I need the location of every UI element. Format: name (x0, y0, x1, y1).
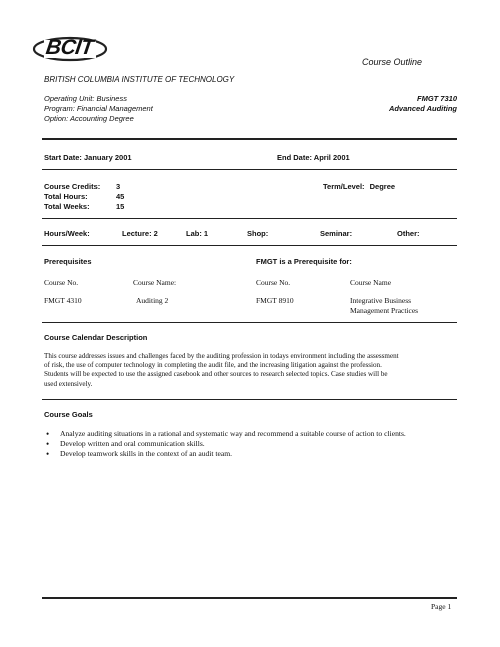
bcit-logo (30, 28, 110, 68)
prereqfor-row-course-no: FMGT 8910 (256, 296, 294, 305)
hours-week-label: Hours/Week: (44, 229, 90, 238)
goal-item: • Analyze auditing situations in a rational and systematic way and recommend a suitable course of action to clients. (44, 429, 464, 439)
logo-text: BCIT (44, 36, 95, 59)
prereqfor-col-course-name: Course Name (350, 278, 392, 287)
option: Option: Accounting Degree (44, 114, 134, 123)
prereq-row-course-name: Auditing 2 (136, 296, 169, 305)
lecture-hours: Lecture: 2 (122, 229, 158, 238)
goal-item: • Develop teamwork skills in the context of an audit team. (44, 449, 464, 459)
credits-value: 3 (116, 182, 121, 191)
shop-hours: Shop: (247, 229, 269, 238)
prereqfor-col-course-no: Course No. (256, 278, 291, 287)
calendar-line-2: of risk, the use of computer technology in completing the audit file, and the increasing litigation against the profession. (44, 361, 382, 370)
prereq-col-course-no: Course No. (44, 278, 79, 287)
divider (42, 245, 457, 246)
footer-divider (42, 597, 457, 599)
course-code: FMGT 7310 (416, 94, 457, 103)
prereqfor-row-course-name (350, 296, 418, 316)
start-date: Start Date: January 2001 (44, 153, 132, 162)
credits-block (44, 182, 124, 212)
calendar-description-text (44, 352, 464, 389)
prerequisite-for-title: FMGT is a Prerequisite for: (256, 257, 352, 266)
lab-hours: Lab: 1 (186, 229, 209, 238)
operating-unit: Operating Unit: Business (44, 94, 127, 103)
term-label: Term/Level: (323, 182, 365, 191)
course-goals-title: Course Goals (44, 410, 93, 419)
seminar-hours: Seminar: (320, 229, 353, 238)
weeks-label: Total Weeks: (44, 202, 90, 211)
prereq-col-course-name: Course Name: (133, 278, 177, 287)
prereq-row-course-no: FMGT 4310 (44, 296, 82, 305)
divider (42, 169, 457, 170)
prereqfor-row-name-line1: Integrative Business (350, 296, 412, 305)
prereqfor-row-name-line2: Management Practices (350, 306, 419, 315)
calendar-line-3: Students will be expected to use the assigned casebook and other sources to research selected topics. Case studies will be (44, 370, 388, 379)
program: Program: Financial Management (44, 104, 153, 113)
page-number: Page 1 (431, 602, 452, 611)
other-hours: Other: (397, 229, 420, 238)
term-level (323, 182, 395, 191)
goal-item: • Develop written and oral communication skills. (44, 439, 464, 449)
course-id (389, 94, 457, 114)
weeks-value: 15 (116, 202, 125, 211)
doc-title: Course Outline (362, 57, 423, 67)
hours-label: Total Hours: (44, 192, 88, 201)
course-goals-list (44, 429, 464, 459)
credits-label: Course Credits: (44, 182, 101, 191)
divider (42, 218, 457, 219)
calendar-line-1: This course addresses issues and challenges faced by the auditing profession in todays environment including the assessment (44, 352, 399, 360)
prerequisites-title: Prerequisites (44, 257, 92, 266)
divider (42, 138, 457, 140)
hours-value: 45 (116, 192, 125, 201)
course-name: Advanced Auditing (388, 104, 457, 113)
calendar-line-4: used extensively. (44, 379, 93, 388)
divider (42, 322, 457, 323)
header-info (44, 94, 153, 124)
end-date: End Date: April 2001 (277, 153, 350, 162)
institute-name: BRITISH COLUMBIA INSTITUTE OF TECHNOLOGY (44, 75, 235, 84)
calendar-description-title: Course Calendar Description (44, 333, 148, 342)
divider (42, 399, 457, 400)
term-value: Degree (369, 182, 396, 191)
